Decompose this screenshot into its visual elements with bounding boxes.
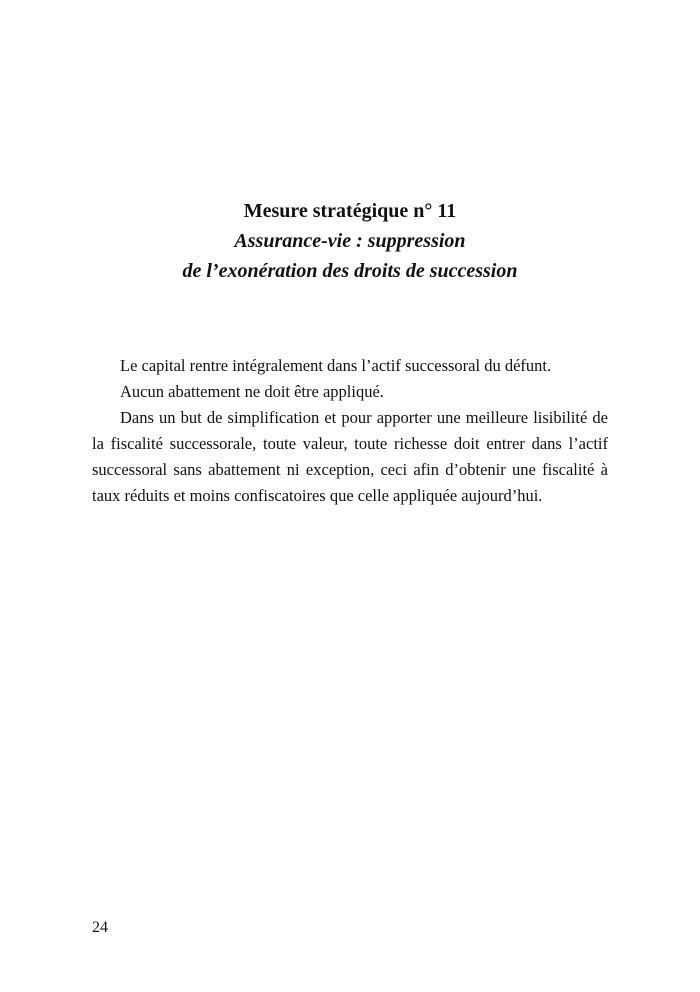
heading-subtitle-line-1: Assurance-vie : suppression: [234, 230, 466, 252]
heading-title: Mesure stratégique n° 11: [243, 200, 457, 222]
paragraph-1: Le capital rentre intégralement dans l’actif successoral du défunt.: [120, 356, 552, 375]
paragraph-3: Dans un but de simplification et pour apporter une meilleure lisibilité de la fiscalité successorale, toute valeur, toute richesse doit entrer dans l’actif successoral sans abattement ni exception, ceci afin d’obtenir une fiscalité à taux réduits et moins confiscatoires que celle appliquée aujourd’hui.: [92, 408, 608, 505]
paragraph-2: Aucun abattement ne doit être appliqué.: [120, 382, 384, 401]
body-text: [92, 353, 608, 509]
heading-subtitle-line-2: de l’exonération des droits de succession: [182, 260, 518, 282]
page-number: 24: [92, 919, 108, 936]
section-heading: [0, 196, 700, 286]
